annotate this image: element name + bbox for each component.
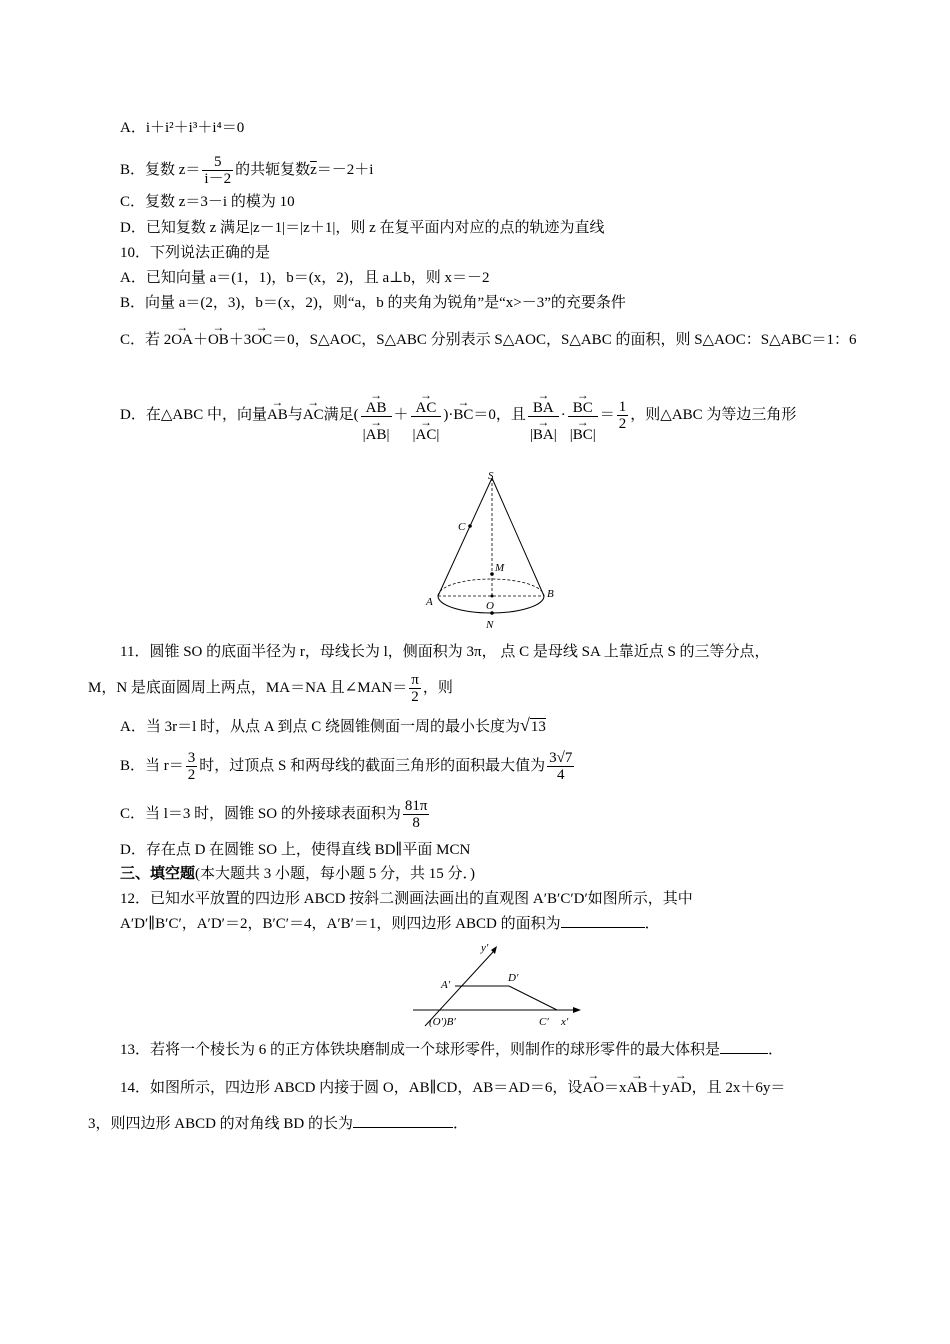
q13 [120,1040,890,1060]
q10-c-pre: C．若 2 [120,332,172,348]
label-m: M [495,562,505,574]
q10-option-a: A．已知向量 a＝(1，1)，b＝(x，2)，且 a⊥b，则 x＝－2 [120,270,490,286]
point-c [468,524,472,528]
q14-end: ． [453,1116,469,1132]
q11-c-num: 81π [404,798,428,815]
q12-answer-blank[interactable] [561,927,645,928]
q10-d-eq: ＝ [599,407,615,423]
q13-text: 13．若将一个棱长为 6 的正方体铁块磨制成一个球形零件，则制作的球形零件的最大体积是 [120,1042,721,1058]
q11-stem2-pre: M，N 是底面圆周上两点，MA＝NA 且∠MAN＝ [88,680,408,696]
q11-c-frac [403,798,430,831]
vec-ab: → AB [267,380,288,450]
q11-b-mid: 时，过顶点 S 和两母线的截面三角形的面积最大值为 [199,758,546,774]
frac-bc-unit [568,388,598,443]
q10-option-b: B．向量 a＝(2，3)，b＝(x，2)，则“a，b 的夹角为锐角”是“x>－3”的充要条件 [120,295,626,311]
q12-line2 [120,914,890,934]
q14-answer-blank[interactable] [353,1127,453,1128]
frac-half [617,399,629,432]
section-3-note: (本大题共 3 小题，每小题 5 分，共 15 分．) [195,866,476,882]
q10-d-sat: 满足( [323,407,359,423]
label-x-prime: x′ [561,1016,569,1028]
y-axis [425,952,493,1026]
cone-base-back [438,579,544,596]
q14-pre: 14．如图所示，四边形 ABCD 内接于圆 O，AB∥CD，AB＝AD＝6，设 [120,1080,583,1096]
point-m [490,572,494,576]
q11-b-area-num: 3√7 [549,750,573,767]
label-a: A [426,596,433,608]
q10-c-mid1: ＋ [192,332,208,348]
q12-line1: 12．已知水平放置的四边形 ABCD 按斜二测画法画出的直观图 A′B′C′D′如图所示，其中 [120,891,693,907]
q13-answer-blank[interactable] [720,1053,768,1054]
q11-a-pre: A．当 3r＝l 时，从点 A 到点 C 绕圆锥侧面一周的最小长度为 [120,719,521,735]
cone-edge-sa [438,478,492,596]
q10-stem: 10．下列说法正确的是 [120,245,271,261]
label-d-prime: D′ [508,972,519,984]
frac-ac-den: → |AC| [413,427,440,443]
q9-b-fraction [202,154,233,187]
frac-ba-den: → |BA| [530,427,557,443]
edge-dc [509,986,557,1010]
q11-angle-num: π [411,672,419,689]
half-num: 1 [618,399,627,416]
x-arrow-icon [573,1007,581,1013]
q9-b-num: 5 [202,154,233,171]
q10-d-pre: D．在△ABC 中，向量 [120,407,267,423]
q9-b-tail: ＝－2＋i [316,162,374,178]
q11-c-den: 8 [412,815,420,832]
q9-option-b [120,150,890,190]
q11-b-area-den: 4 [556,767,565,784]
label-s: S [488,470,494,482]
vec-oc: → OC [251,330,272,350]
q14-line2 [88,1114,890,1134]
q11-b-r-num: 3 [187,750,196,767]
q10-option-c [120,330,890,350]
vec-ao: → AO [582,1078,604,1098]
q9-b-prefix: B．复数 z＝ [120,162,201,178]
vec-ob: → OB [208,330,229,350]
label-c: C [458,521,466,533]
vec-ad: → AD [670,1078,692,1098]
q9-option-c: C．复数 z＝3－i 的模为 10 [120,194,295,210]
q9-b-den: i－2 [204,171,232,188]
vec-bc: → BC [453,380,473,450]
q14-tail: ，且 2x＋6y＝ [691,1080,786,1096]
q10-option-d [120,380,890,450]
oblique-figure [405,938,585,1034]
q11-option-c [120,793,890,835]
q10-d-tail: ，则△ABC 为等边三角形 [630,407,797,423]
q12-end: ． [644,916,660,932]
q11-angle-frac [409,672,421,705]
q10-c-tail: ＝0，S△AOC，S△ABC 分别表示 S△AOC，S△ABC 的面积，则 S△AOC：S△ABC＝1：6 [272,332,857,348]
frac-ab-unit [361,388,392,443]
frac-ab-num: → AB [366,400,387,416]
q14-line1 [120,1078,890,1098]
q10-d-dot: )· [443,407,454,423]
cone-figure [420,468,570,633]
q9-option-d: D．已知复数 z 满足|z－1|＝|z＋1|，则 z 在复平面内对应的点的轨迹为直线 [120,220,605,236]
label-b: B [547,588,554,600]
q14-plus: ＋y [647,1080,670,1096]
frac-ac-num: → AC [416,400,437,416]
q12-line2-text: A′D′∥B′C′，A′D′＝2，B′C′＝4，A′B′＝1，则四边形 ABCD 的面积为 [120,916,561,932]
q10-d-plus: ＋ [393,407,409,423]
half-den: 2 [618,416,627,433]
frac-ba-num: → BA [533,400,554,416]
label-o: O [486,600,494,612]
q11-b-r-frac [186,750,198,783]
q14-line2-text: 3，则四边形 ABCD 的对角线 BD 的长为 [88,1116,354,1132]
q9-b-conj: $\overline{z}$ [310,162,317,178]
frac-ac-unit [411,388,442,443]
label-n: N [486,619,494,631]
section-3-title: 三、填空题 [120,866,196,882]
q11-stem2-tail: ，则 [422,680,453,696]
frac-bc-den: → |BC| [570,427,596,443]
q11-option-d: D．存在点 D 在圆锥 SO 上，使得直线 BD∥平面 MCN [120,842,471,858]
label-y-prime: y′ [481,942,489,954]
frac-bc-num: → BC [573,400,593,416]
vec-ab-q14: → AB [627,1078,648,1098]
q11-angle-den: 2 [411,689,419,706]
section-3-heading [120,864,890,884]
q11-c-pre: C．当 l＝3 时，圆锥 SO 的外接球表面积为 [120,806,401,822]
q10-d-mul: · [560,407,566,423]
q14-eq: ＝x [604,1080,627,1096]
q11-option-b [120,744,890,788]
frac-ba-unit [528,388,559,443]
q11-a-radicand: 13 [530,719,546,735]
q11-b-area-frac [547,750,574,783]
q11-stem-line2 [88,668,890,708]
q11-stem-line1: 11．圆锥 SO 的底面半径为 r，母线长为 l，侧面积为 3π， 点 C 是母线 SA 上靠近点 S 的三等分点， [120,644,770,660]
q11-b-pre: B．当 r＝ [120,758,184,774]
q13-end: ． [768,1042,784,1058]
q9-option-a: A．i＋i²＋i³＋i⁴＝0 [120,120,245,136]
label-c-prime: C′ [539,1016,549,1028]
q10-d-eq0: ＝0，且 [473,407,526,423]
label-ob-prime: (O′)B′ [429,1016,456,1028]
label-a-prime: A′ [441,979,451,991]
vec-oa: → OA [171,330,193,350]
q10-c-mid2: ＋3 [228,332,252,348]
frac-ab-den: → |AB| [363,427,390,443]
vec-ac: → AC [303,380,324,450]
q11-option-a: A．当 3r＝l 时，从点 A 到点 C 绕圆锥侧面一周的最小长度为√13 [120,715,546,735]
q9-b-post: 的共轭复数 [235,162,311,178]
cone-edge-sb [492,478,544,596]
point-o [491,595,494,598]
q10-d-and: 与 [287,407,303,423]
q11-b-r-den: 2 [187,767,196,784]
